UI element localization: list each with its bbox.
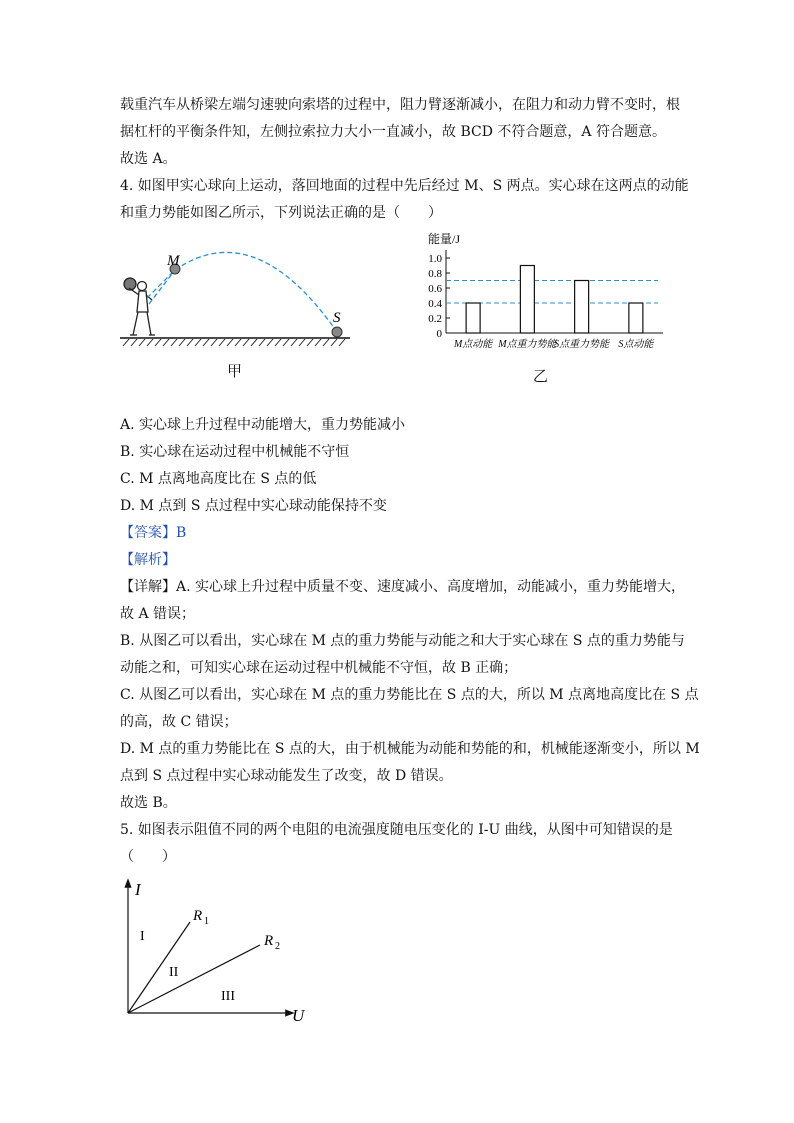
chart-y-tick-label: 0.6 bbox=[428, 283, 442, 295]
chart-bar bbox=[629, 303, 643, 333]
q4-stem-line-1: 4. 如图甲实心球向上运动，落回地面的过程中先后经过 M、S 两点。实心球在这两点的动能 bbox=[120, 178, 689, 194]
chart-ylabel: 能量/J bbox=[428, 232, 461, 246]
q4-analysis-line-2: 故 A 错误； bbox=[120, 606, 196, 622]
region-2: II bbox=[169, 965, 179, 980]
chart-category-label: M点重力势能 bbox=[498, 339, 557, 350]
q4-analysis-line-9: 故选 B。 bbox=[120, 795, 177, 811]
q4-answer: 【答案】B bbox=[120, 525, 187, 541]
q4-stem-line-2: 和重力势能如图乙所示，下列说法正确的是（ ） bbox=[120, 205, 442, 221]
q5-stem-line-2: （ ） bbox=[120, 849, 176, 865]
q4-analysis-line-6: 的高，故 C 错误； bbox=[120, 714, 238, 730]
ground-hatching bbox=[123, 339, 345, 346]
q4-analysis-title: 【解析】 bbox=[120, 552, 176, 568]
ball-at-s bbox=[332, 327, 342, 337]
chart-bar bbox=[575, 281, 589, 334]
figure-iu-graph bbox=[115, 875, 315, 1025]
chart-y-tick-label: 1.0 bbox=[428, 253, 442, 265]
region-3: III bbox=[221, 989, 235, 1004]
q4-analysis-line-3: B. 从图乙可以看出，实心球在 M 点的重力势能与动能之和大于实心球在 S 点的重力势能与 bbox=[120, 633, 685, 649]
label-r2-sub: 2 bbox=[275, 941, 280, 952]
q4-analysis-line-5: C. 从图乙可以看出，实心球在 M 点的重力势能比在 S 点的大，所以 M 点离地高度比在 S 点 bbox=[120, 687, 699, 703]
axis-u-label: U bbox=[292, 1006, 305, 1025]
q4-analysis-line-1: 【详解】A. 实心球上升过程中质量不变、速度减小、高度增加，动能减小，重力势能增大， bbox=[120, 579, 686, 595]
chart-category-label: S点动能 bbox=[618, 339, 654, 350]
line-r1 bbox=[128, 922, 190, 1013]
chart-y-tick-label: 0 bbox=[436, 328, 442, 340]
chart-y-tick-label: 0.2 bbox=[428, 313, 442, 325]
q3-text-line-2: 据杠杆的平衡条件知，左侧拉索拉力大小一直减小，故 BCD 不符合题意，A 符合题意。 bbox=[120, 124, 666, 140]
region-1: I bbox=[140, 929, 145, 944]
figure-jia-caption: 甲 bbox=[227, 362, 243, 380]
q4-option-d: D. M 点到 S 点过程中实心球动能保持不变 bbox=[120, 498, 387, 514]
q4-option-b: B. 实心球在运动过程中机械能不守恒 bbox=[120, 444, 350, 460]
q3-text-line-1: 载重汽车从桥梁左端匀速驶向索塔的过程中，阻力臂逐渐减小，在阻力和动力臂不变时，根 bbox=[120, 97, 680, 113]
q4-analysis-line-8: 点到 S 点过程中实心球动能发生了改变，故 D 错误。 bbox=[120, 768, 453, 784]
q4-analysis-line-4: 动能之和，可知实心球在运动过程中机械能不守恒，故 B 正确； bbox=[120, 660, 518, 676]
axis-i-label: I bbox=[135, 880, 141, 899]
chart-category-label: S点重力势能 bbox=[554, 339, 610, 350]
label-m: M bbox=[167, 253, 180, 269]
chart-category-label: M点动能 bbox=[453, 339, 493, 350]
figure-jia-throw bbox=[115, 240, 360, 350]
chart-bar bbox=[466, 303, 480, 333]
figure-yi-energy-chart bbox=[418, 228, 668, 353]
chart-y-tick-label: 0.4 bbox=[428, 298, 442, 310]
q4-option-c: C. M 点离地高度比在 S 点的低 bbox=[120, 471, 317, 487]
figure-yi-caption: 乙 bbox=[533, 367, 549, 385]
line-r2 bbox=[128, 945, 260, 1013]
label-r2: R bbox=[264, 933, 274, 949]
label-r1: R bbox=[193, 908, 203, 924]
label-s: S bbox=[333, 310, 341, 326]
chart-bar bbox=[520, 266, 534, 334]
athlete-figure bbox=[124, 278, 155, 335]
q3-conclusion: 故选 A。 bbox=[120, 151, 177, 167]
q5-stem-line-1: 5. 如图表示阻值不同的两个电阻的电流强度随电压变化的 I-U 曲线，从图中可知错误的是 bbox=[120, 822, 673, 838]
label-r1-sub: 1 bbox=[204, 916, 209, 927]
q4-option-a: A. 实心球上升过程中动能增大，重力势能减小 bbox=[120, 417, 406, 433]
chart-y-tick-label: 0.8 bbox=[428, 268, 442, 280]
q4-analysis-line-7: D. M 点的重力势能比在 S 点的大，由于机械能为动能和势能的和，机械能逐渐变小，所以 M bbox=[120, 741, 700, 757]
